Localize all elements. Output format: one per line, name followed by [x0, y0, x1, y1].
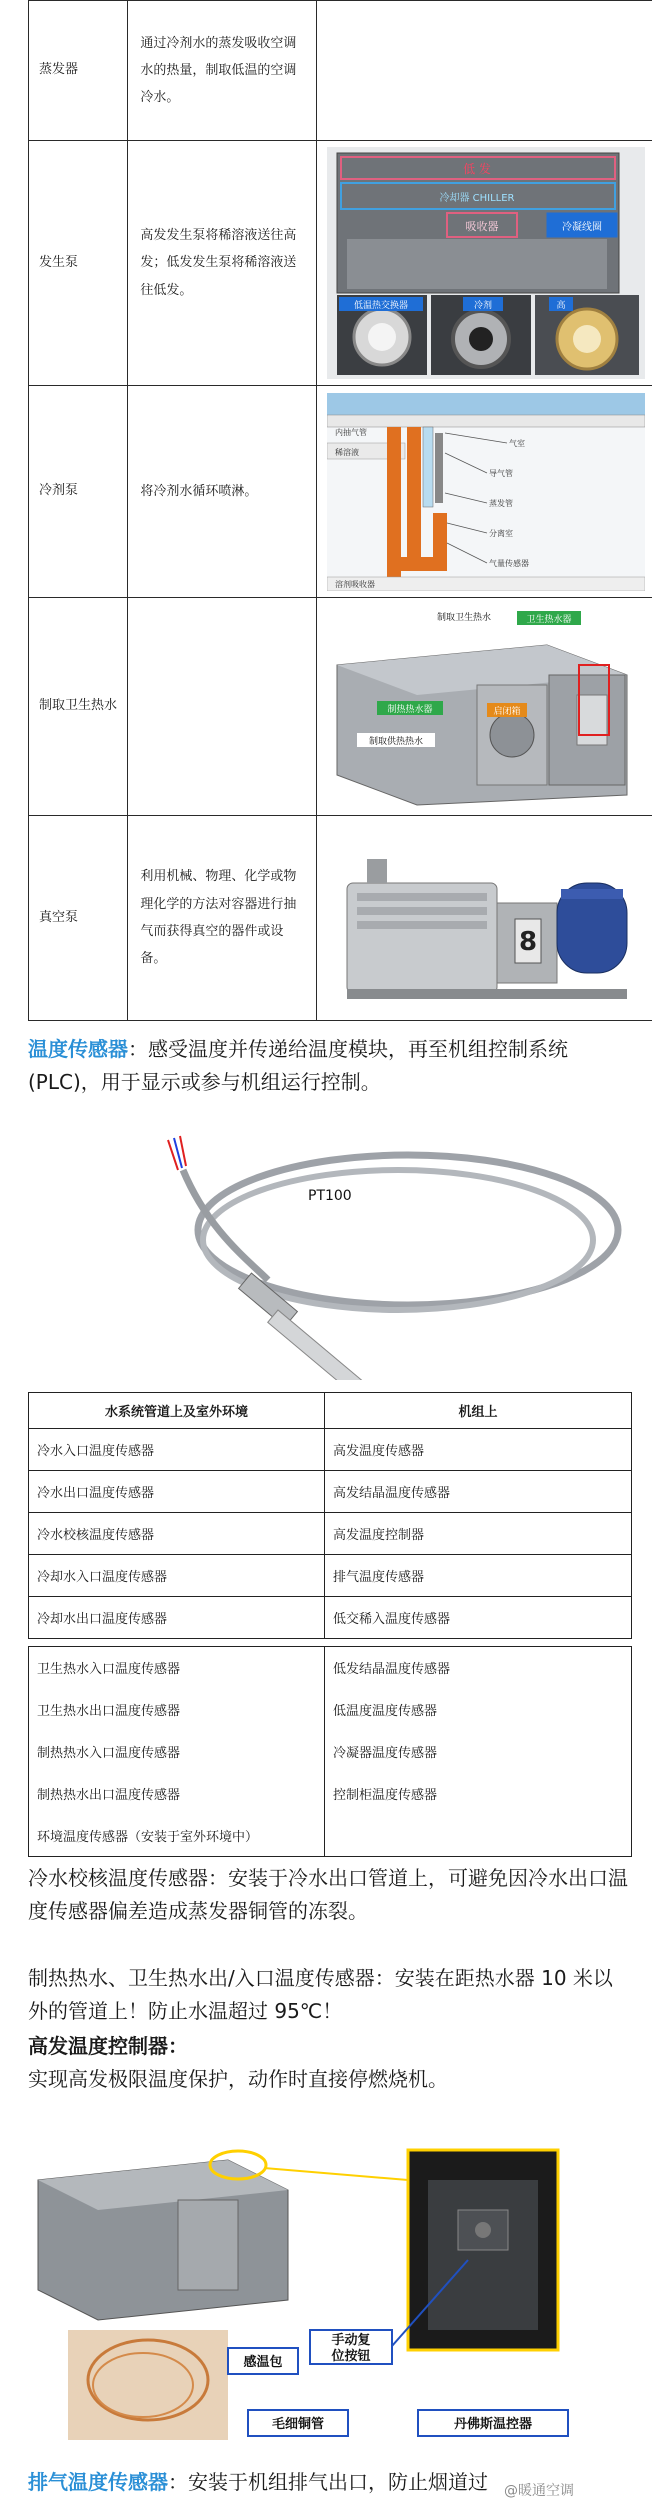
sensor-cell: 控制柜温度传感器: [333, 1788, 438, 1803]
component-name: 发生泵: [29, 141, 128, 386]
component-name: 制取卫生热水: [29, 598, 128, 816]
table-row: [29, 1555, 632, 1597]
label-pump-number: 8: [518, 927, 538, 957]
callout-capillary: 毛细铜管: [271, 2417, 325, 2432]
sensor-table-1: [28, 1392, 632, 1639]
sensor-cell: 高发温度传感器: [325, 1429, 632, 1471]
component-image-cell: [316, 598, 652, 816]
table-row: [29, 1731, 632, 1773]
table-row: [29, 1429, 632, 1471]
component-name: 冷剂泵: [29, 386, 128, 598]
table-row: [29, 1689, 632, 1731]
label-chamber: 气室: [508, 438, 525, 448]
label-high: 高: [556, 301, 566, 311]
component-image-cell: [316, 816, 652, 1021]
label-dilute: 稀溶液: [334, 447, 359, 457]
high-gen-controller-image: [28, 2110, 588, 2450]
header-unit: 机组上: [325, 1393, 632, 1429]
label-solvent-absorber: 溶剂吸收器: [334, 579, 375, 589]
table-row: [29, 598, 652, 816]
component-name: 真空泵: [29, 816, 128, 1021]
label-sanitary-heater: 卫生热水器: [526, 614, 572, 625]
component-image-cell: [316, 141, 652, 386]
label-gas-sensor: 气量传感器: [488, 558, 529, 568]
sensor-table-2: [28, 1646, 632, 1857]
sensor-cell: 低温度温度传感器: [333, 1704, 438, 1719]
exhaust-text: ：安装于机组排气出口，防止烟道过: [168, 2470, 488, 2494]
sensor-cell: 制热热水入口温度传感器: [29, 1731, 325, 1773]
component-desc: 通过冷剂水的蒸发吸收空调水的热量，制取低温的空调冷水。: [128, 1, 317, 141]
sensor-cell: 卫生热水出口温度传感器: [29, 1689, 325, 1731]
component-desc: 利用机械、物理、化学或物理化学的方法对容器进行抽气而获得真空的器件或设备。: [128, 816, 317, 1021]
component-name: 蒸发器: [29, 1, 128, 141]
temp-sensor-title: 温度传感器: [28, 1037, 128, 1061]
component-desc: 将冷剂水循环喷淋。: [128, 386, 317, 598]
temp-sensor-paragraph: [28, 1033, 628, 1099]
exhaust-title: 排气温度传感器: [28, 2470, 168, 2494]
label-suction-pipe: 内抽气管: [334, 427, 367, 437]
sensor-cell: 排气温度传感器: [325, 1555, 632, 1597]
hot-water-sensor-paragraph: 制热热水、卫生热水出/入口温度传感器：安装在距热水器 10 米以外的管道上！防止水温超过 95℃！: [28, 1966, 613, 2023]
table-row: [29, 141, 652, 386]
label-evap-pipe: 蒸发管: [488, 498, 513, 508]
sensor-cell: 冷水入口温度传感器: [29, 1429, 325, 1471]
table-row: [29, 1, 652, 141]
sensor-cell: 高发结晶温度传感器: [325, 1471, 632, 1513]
temp-sensor-text: ：感受温度并传递给温度模块，再至机组控制系统(PLC)，用于显示或参与机组运行控制。: [28, 1037, 568, 1094]
vacuum-pump-image: [327, 823, 645, 1013]
table-row: [29, 1647, 632, 1689]
sensor-cell: 冷水校核温度传感器: [29, 1513, 325, 1555]
sensor-cell: 高发温度控制器: [325, 1513, 632, 1555]
table-row: [29, 1471, 632, 1513]
table-row: [29, 386, 652, 598]
component-desc: [128, 598, 317, 816]
pt100-label: PT100: [308, 1188, 352, 1204]
sensor-cell: 低交稀入温度传感器: [325, 1597, 632, 1639]
header-water-system: 水系统管道上及室外环境: [29, 1393, 325, 1429]
label-separator: 分离室: [488, 528, 513, 538]
refrigerant-pump-diagram: [327, 393, 645, 591]
sensor-cell: 冷凝器温度传感器: [333, 1746, 438, 1761]
sensor-cell: 冷却水出口温度传感器: [29, 1597, 325, 1639]
table-row: [29, 1773, 632, 1815]
table-row: [29, 1815, 632, 1857]
component-image-cell: [316, 1, 652, 141]
sensor-cell: [325, 1815, 632, 1857]
hot-water-unit-image: [327, 605, 645, 809]
high-gen-controller-text: 实现高发极限温度保护，动作时直接停燃烧机。: [28, 2067, 448, 2091]
reset-button-label: 手动复: [331, 2333, 371, 2348]
sensor-table-header: [29, 1393, 632, 1429]
component-image-cell: [316, 386, 652, 598]
sensor-cell: 环境温度传感器（安装于室外环境中）: [29, 1815, 325, 1857]
sensor-cell: 制热热水出口温度传感器: [29, 1773, 325, 1815]
check-sensor-paragraph: 冷水校核温度传感器：安装于冷水出口管道上，可避免因冷水出口温度传感器偏差造成蒸发器铜管的冻裂。: [28, 1866, 628, 1923]
generator-pump-image: [327, 147, 645, 379]
label-refrigerant: 冷剂: [473, 301, 492, 311]
label-chiller: 冷却器 CHILLER: [439, 193, 515, 204]
sensor-cell: 冷却水入口温度传感器: [29, 1555, 325, 1597]
sensor-cell: 卫生热水入口温度传感器: [29, 1647, 325, 1689]
sensor-cell: 冷水出口温度传感器: [29, 1471, 325, 1513]
label-cooling: 冷凝线圈: [561, 222, 602, 233]
label-switch-box: 启闭箱: [493, 706, 521, 717]
pt100-sensor-image: [28, 1110, 628, 1380]
component-desc: 高发发生泵将稀溶液送往高发；低发发生泵将稀溶液送往低发。: [128, 141, 317, 386]
label-low-gen: 低 发: [463, 162, 491, 176]
callout-bulb: 感温包: [243, 2355, 283, 2370]
high-ctrl-title: 高发温度控制器：: [28, 2034, 188, 2058]
label-make-heating: 制取供热热水: [368, 736, 423, 747]
table-row: [29, 1513, 632, 1555]
watermark: @暖通空调: [500, 2480, 578, 2500]
label-heating-heater: 制热热水器: [387, 704, 433, 715]
callout-danfoss: 丹佛斯温控器: [453, 2417, 533, 2432]
sensor-cell: 低发结晶温度传感器: [333, 1662, 451, 1678]
table-row: [29, 1597, 632, 1639]
label-absorber: 吸收器: [465, 220, 499, 233]
component-table: [28, 0, 652, 1021]
reset-button-label-2: 位按钮: [331, 2349, 371, 2364]
label-make-sanitary: 制取卫生热水: [436, 612, 491, 623]
label-guide-pipe: 导气管: [488, 468, 513, 478]
label-low-hx: 低温热交换器: [353, 301, 408, 311]
high-gen-controller-title: [28, 2030, 628, 2063]
table-row: [29, 816, 652, 1021]
